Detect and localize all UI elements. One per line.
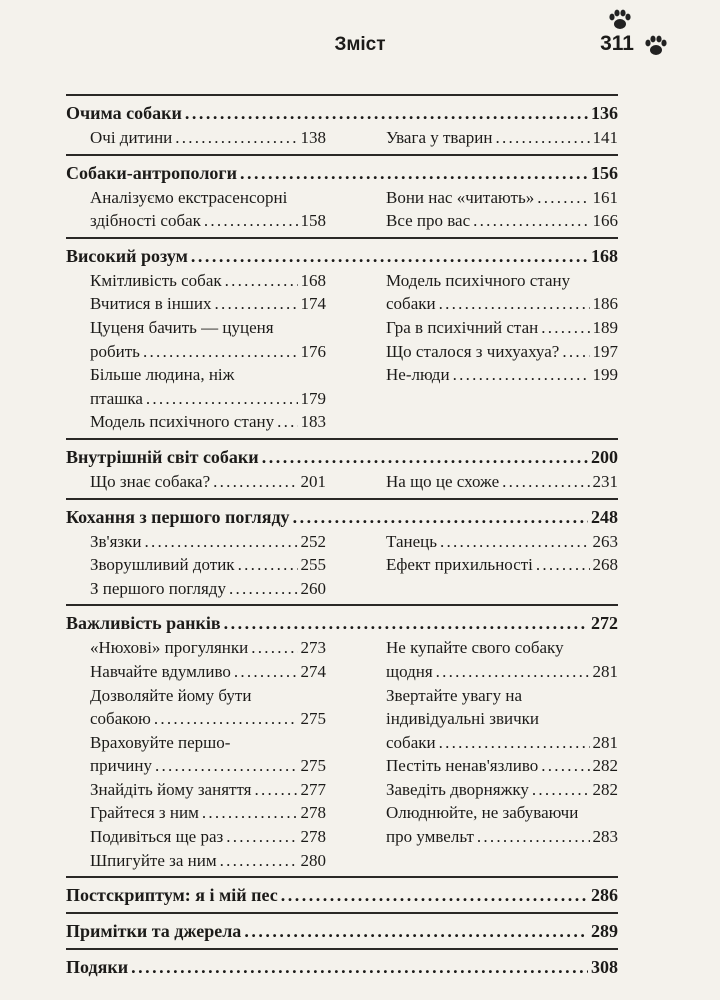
chapter-title: Постскриптум: я і мій пес — [66, 885, 278, 906]
toc-entry[interactable] — [90, 577, 326, 601]
chapter-title: Кохання з першого погляду — [66, 506, 290, 527]
toc-entry[interactable] — [386, 340, 618, 364]
toc-entry-line — [386, 209, 618, 233]
subentry-column-right — [386, 269, 618, 434]
toc-entry-line — [90, 849, 326, 873]
toc-entry-title: Танець — [386, 531, 437, 551]
toc-entry[interactable] — [90, 410, 326, 434]
paw-print-icon — [642, 34, 670, 58]
toc-entry-page: 282 — [592, 779, 618, 799]
toc-entry-line — [90, 801, 326, 825]
toc-chapter[interactable] — [66, 610, 618, 636]
toc-chapter[interactable] — [66, 444, 618, 470]
toc-entry-title: Пестіть ненав'язливо — [386, 756, 539, 776]
toc-entry-title: Враховуйте першо- — [90, 732, 231, 752]
toc-entry-line — [90, 684, 326, 708]
toc-entry-line — [386, 470, 618, 494]
toc-entry[interactable] — [90, 530, 326, 554]
toc-entry-page: 201 — [300, 471, 326, 491]
toc-entry-title: З першого погляду — [90, 578, 226, 598]
dot-leader — [436, 660, 590, 684]
toc-entry-page: 138 — [300, 128, 326, 147]
toc-entry[interactable] — [386, 636, 618, 683]
chapter-title: Собаки-антропологи — [66, 162, 237, 183]
toc-entry[interactable] — [90, 126, 326, 150]
toc-entry-line — [90, 707, 326, 731]
toc-entry-line — [90, 126, 326, 150]
toc-entry[interactable] — [90, 849, 326, 873]
toc-entry[interactable] — [386, 754, 618, 778]
toc-entry-page: 252 — [300, 531, 326, 551]
toc-entry-line — [386, 292, 618, 316]
toc-entry-line — [90, 530, 326, 554]
chapter-page: 248 — [591, 506, 618, 527]
toc-entry[interactable] — [90, 660, 326, 684]
toc-entry-title: Цуценя бачить — цуценя — [90, 317, 274, 337]
dot-leader — [238, 553, 298, 577]
toc-entry-title: щодня — [386, 661, 433, 681]
dot-leader — [215, 292, 298, 316]
dot-leader — [202, 801, 298, 825]
toc-entry[interactable] — [90, 778, 326, 802]
toc-entry[interactable] — [90, 292, 326, 316]
toc-entry-title: Олюднюйте, не забуваючи — [386, 803, 579, 823]
toc-entry-title: Що сталося з чихуахуа? — [386, 341, 560, 361]
toc-section — [66, 156, 618, 237]
dot-leader — [439, 731, 590, 755]
toc-entry-line — [90, 410, 326, 434]
chapter-page: 200 — [591, 446, 618, 467]
dot-leader — [191, 243, 588, 269]
chapter-page: 272 — [591, 613, 618, 634]
subentry-columns — [66, 186, 618, 233]
dot-leader — [502, 470, 589, 494]
toc-section — [66, 878, 618, 912]
toc-entry[interactable] — [90, 684, 326, 731]
toc-entry-title: Ефект прихильності — [386, 555, 533, 575]
dot-leader — [220, 849, 298, 873]
toc-section — [66, 950, 618, 984]
toc-entry-page: 231 — [592, 471, 618, 491]
toc-entry-page: 263 — [592, 531, 618, 551]
dot-leader — [224, 610, 588, 636]
toc-entry-title: робить — [90, 341, 140, 361]
subentry-column-right — [386, 186, 618, 233]
toc-entry-line — [386, 530, 618, 554]
toc-chapter[interactable] — [66, 160, 618, 186]
dot-leader — [225, 269, 298, 293]
toc-entry-line — [90, 754, 326, 778]
toc-entry-page: 176 — [300, 341, 326, 361]
toc-section — [66, 606, 618, 876]
dot-leader — [155, 754, 298, 778]
toc-entry-page: 268 — [592, 555, 618, 575]
toc-entry-page: 281 — [592, 732, 618, 752]
toc-entry-line — [90, 553, 326, 577]
toc-entry-page: 273 — [300, 638, 326, 658]
toc-entry-page: 168 — [300, 270, 326, 290]
subentry-column-left — [90, 126, 326, 150]
toc-entry-line — [90, 363, 326, 387]
toc-entry-title: На що це схоже — [386, 471, 500, 491]
dot-leader — [293, 504, 588, 530]
toc-entry[interactable] — [90, 269, 326, 293]
toc-chapter[interactable] — [66, 243, 618, 269]
subentry-column-left — [90, 530, 326, 601]
toc-entry-title: Вони нас «читають» — [386, 187, 535, 207]
subentry-column-right — [386, 530, 618, 601]
toc-entry-line — [386, 707, 618, 731]
dot-leader — [175, 126, 297, 150]
toc-entry[interactable] — [90, 186, 326, 233]
toc-entry-title: Аналізуємо екстрасенсорні — [90, 187, 288, 207]
toc-entry[interactable] — [386, 530, 618, 554]
toc-entry[interactable] — [90, 731, 326, 778]
toc-entry-title: «Нюхові» прогулянки — [90, 638, 249, 658]
dot-leader — [244, 918, 588, 944]
subentry-columns — [66, 470, 618, 494]
dot-leader — [536, 553, 590, 577]
toc-entry-page: 161 — [592, 187, 618, 207]
toc-entry-title: причину — [90, 756, 152, 776]
dot-leader — [532, 778, 590, 802]
toc-entry-page: 186 — [592, 294, 618, 314]
subentry-column-right — [386, 126, 618, 150]
toc-entry[interactable] — [386, 126, 618, 150]
toc-entry[interactable] — [386, 186, 618, 210]
page-title: Зміст — [334, 34, 386, 55]
toc-entry[interactable] — [386, 470, 618, 494]
dot-leader — [204, 209, 298, 233]
dot-leader — [562, 340, 589, 364]
toc-entry[interactable] — [90, 553, 326, 577]
dot-leader — [146, 387, 298, 411]
toc-chapter[interactable] — [66, 918, 618, 944]
toc-entry-title: Не купайте свого собаку — [386, 638, 564, 658]
toc-entry-page: 278 — [300, 803, 326, 823]
toc-entry-page: 275 — [300, 756, 326, 776]
toc-entry-page: 189 — [592, 317, 618, 337]
toc-entry-line — [386, 636, 618, 660]
toc-entry[interactable] — [386, 801, 618, 848]
dot-leader — [453, 363, 590, 387]
toc-entry[interactable] — [90, 316, 326, 363]
toc-entry-title: Подивіться ще раз — [90, 827, 224, 847]
toc-entry-title: Кмітливість собак — [90, 270, 222, 290]
dot-leader — [154, 707, 298, 731]
toc-entry-title: про умвельт — [386, 827, 474, 847]
toc-entry-title: Гра в психічний стан — [386, 317, 539, 337]
toc-entry-page: 277 — [300, 779, 326, 799]
chapter-title: Подяки — [66, 957, 129, 978]
page-header — [0, 0, 720, 80]
dot-leader — [240, 160, 588, 186]
table-of-contents — [66, 94, 618, 984]
toc-entry-title: Зворушливий дотик — [90, 555, 235, 575]
dot-leader — [477, 825, 590, 849]
toc-entry-title: Заведіть дворняжку — [386, 779, 529, 799]
page-number: 311 — [600, 32, 634, 55]
toc-entry-page: 260 — [300, 578, 326, 598]
dot-leader — [440, 530, 590, 554]
toc-chapter[interactable] — [66, 100, 618, 126]
subentry-column-right — [386, 636, 618, 872]
dot-leader — [277, 410, 297, 434]
toc-entry-line — [386, 316, 618, 340]
paw-print-icon — [606, 8, 634, 32]
toc-entry-line — [386, 754, 618, 778]
toc-entry[interactable] — [386, 363, 618, 387]
dot-leader — [541, 754, 589, 778]
toc-entry-title: пташка — [90, 388, 143, 408]
toc-chapter[interactable] — [66, 882, 618, 908]
toc-entry-page: 179 — [300, 388, 326, 408]
toc-entry-title: собаки — [386, 732, 436, 752]
chapter-title: Внутрішній світ собаки — [66, 446, 259, 467]
toc-entry-line — [386, 126, 618, 150]
toc-entry-title: Дозволяйте йому бути — [90, 685, 252, 705]
toc-entry-title: собаки — [386, 294, 436, 314]
toc-entry-line — [90, 292, 326, 316]
dot-leader — [473, 209, 589, 233]
chapter-page: 156 — [591, 162, 618, 183]
toc-entry-title: Зв'язки — [90, 531, 142, 551]
toc-entry-title: Очі дитини — [90, 128, 173, 147]
subentry-columns — [66, 269, 618, 434]
toc-entry-line — [386, 778, 618, 802]
dot-leader — [541, 316, 589, 340]
toc-entry-page: 255 — [300, 555, 326, 575]
dot-leader — [226, 825, 297, 849]
toc-entry-line — [90, 269, 326, 293]
subentry-column-right — [386, 470, 618, 494]
toc-entry[interactable] — [386, 778, 618, 802]
dot-leader — [495, 126, 589, 150]
toc-entry-title: Не-люди — [386, 365, 450, 385]
subentry-columns — [66, 530, 618, 601]
chapter-page: 136 — [591, 103, 618, 123]
toc-entry-title: Звертайте увагу на — [386, 685, 522, 705]
toc-entry-page: 166 — [592, 211, 618, 231]
toc-entry[interactable] — [90, 825, 326, 849]
toc-entry-line — [386, 660, 618, 684]
toc-entry[interactable] — [90, 636, 326, 660]
toc-entry-line — [90, 340, 326, 364]
toc-chapter[interactable] — [66, 504, 618, 530]
toc-entry-page: 275 — [300, 709, 326, 729]
chapter-page: 308 — [591, 957, 618, 978]
toc-entry-page: 281 — [592, 661, 618, 681]
toc-entry-title: Модель психічного стану — [90, 412, 275, 432]
chapter-title: Очима собаки — [66, 103, 182, 123]
toc-entry-title: Що знає собака? — [90, 471, 211, 491]
toc-entry-line — [386, 731, 618, 755]
dot-leader — [229, 577, 298, 601]
toc-entry[interactable] — [90, 470, 326, 494]
dot-leader — [262, 444, 588, 470]
toc-entry-page: 282 — [592, 756, 618, 776]
toc-entry-line — [90, 778, 326, 802]
toc-entry-line — [386, 340, 618, 364]
toc-entry-line — [386, 363, 618, 387]
toc-entry-page: 283 — [592, 827, 618, 847]
toc-entry-page: 158 — [300, 211, 326, 231]
dot-leader — [185, 100, 588, 126]
toc-entry-line — [90, 660, 326, 684]
toc-section — [66, 500, 618, 605]
toc-entry-title: Шпигуйте за ним — [90, 850, 217, 870]
toc-entry-line — [90, 825, 326, 849]
toc-entry-line — [386, 825, 618, 849]
toc-entry-line — [386, 269, 618, 293]
toc-entry-line — [90, 636, 326, 660]
dot-leader — [145, 530, 298, 554]
toc-entry[interactable] — [386, 553, 618, 577]
dot-leader — [213, 470, 297, 494]
toc-entry-page: 174 — [300, 294, 326, 314]
toc-entry-title: Увага у тварин — [386, 128, 493, 147]
toc-entry-title: Знайдіть йому заняття — [90, 779, 252, 799]
toc-entry-page: 280 — [300, 850, 326, 870]
dot-leader — [281, 882, 588, 908]
toc-entry-page: 197 — [592, 341, 618, 361]
chapter-title: Примітки та джерела — [66, 921, 242, 942]
dot-leader — [254, 778, 297, 802]
subentry-columns — [66, 636, 618, 872]
toc-entry-line — [90, 209, 326, 233]
toc-entry-page: 183 — [300, 412, 326, 432]
toc-section — [66, 914, 618, 948]
subentry-column-left — [90, 269, 326, 434]
toc-entry-line — [90, 470, 326, 494]
toc-entry-title: здібності собак — [90, 211, 201, 231]
toc-entry-line — [90, 316, 326, 340]
toc-entry-line — [90, 731, 326, 755]
toc-section — [66, 239, 618, 438]
dot-leader — [143, 340, 298, 364]
toc-entry-page: 199 — [592, 365, 618, 385]
chapter-title: Важливість ранків — [66, 613, 221, 634]
toc-entry-title: Модель психічного стану — [386, 270, 571, 290]
dot-leader — [439, 292, 590, 316]
dot-leader — [234, 660, 298, 684]
toc-entry-title: собакою — [90, 709, 151, 729]
toc-entry-title: Все про вас — [386, 211, 471, 231]
toc-entry-title: Грайтеся з ним — [90, 803, 199, 823]
chapter-page: 289 — [591, 921, 618, 942]
toc-entry-title: Більше людина, ніж — [90, 365, 235, 385]
toc-entry-line — [90, 577, 326, 601]
toc-entry[interactable] — [90, 801, 326, 825]
toc-entry-page: 278 — [300, 827, 326, 847]
toc-entry-line — [386, 684, 618, 708]
dot-leader — [537, 186, 589, 210]
toc-section — [66, 440, 618, 498]
toc-entry[interactable] — [90, 363, 326, 410]
toc-entry[interactable] — [386, 316, 618, 340]
toc-entry-page: 141 — [592, 128, 618, 147]
subentry-column-left — [90, 636, 326, 872]
toc-chapter[interactable] — [66, 954, 618, 980]
toc-entry-title: індивідуальні звички — [386, 709, 539, 729]
subentry-column-left — [90, 186, 326, 233]
subentry-column-left — [90, 470, 326, 494]
toc-entry-line — [386, 186, 618, 210]
toc-entry[interactable] — [386, 684, 618, 755]
toc-entry-line — [386, 553, 618, 577]
toc-entry-title: Вчитися в інших — [90, 294, 212, 314]
dot-leader — [131, 954, 588, 980]
toc-entry-line — [90, 387, 326, 411]
dot-leader — [251, 636, 297, 660]
chapter-page: 168 — [591, 245, 618, 266]
chapter-title: Високий розум — [66, 245, 188, 266]
chapter-page: 286 — [591, 885, 618, 906]
toc-entry-title: Навчайте вдумливо — [90, 661, 231, 681]
toc-section — [66, 96, 618, 154]
toc-entry[interactable] — [386, 269, 618, 316]
toc-entry-line — [90, 186, 326, 210]
toc-entry-line — [386, 801, 618, 825]
toc-entry[interactable] — [386, 209, 618, 233]
toc-entry-page: 274 — [300, 661, 326, 681]
subentry-columns — [66, 126, 618, 150]
